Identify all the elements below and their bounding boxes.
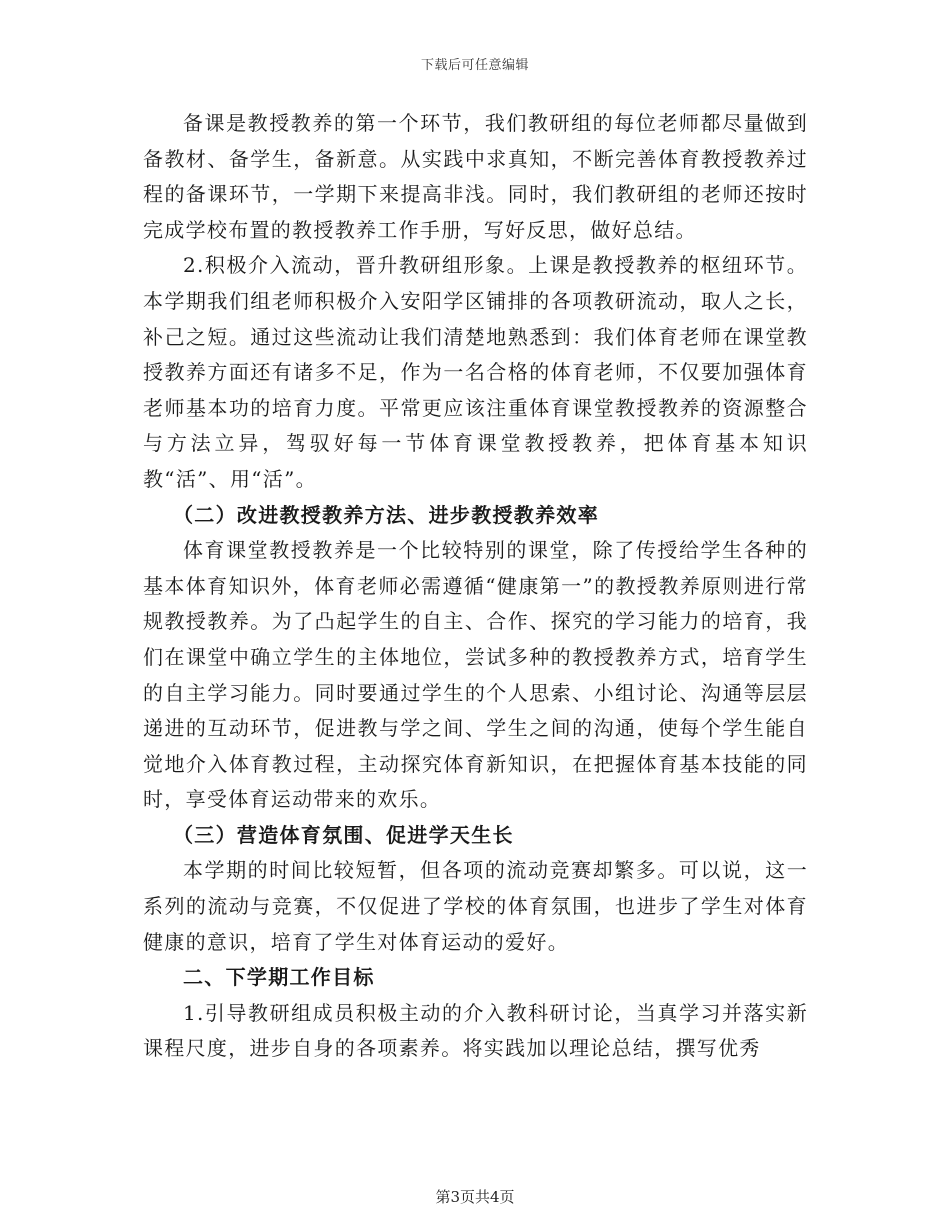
document-body [143, 106, 808, 1067]
page-header: 下载后可任意编辑 [420, 58, 529, 73]
section-heading-next-term-goals: 二、下学期工作目标 [183, 965, 375, 990]
paragraph-next-term-goal-1: 1.引导教研组成员积极主动的介入教科研讨论，当真学习并落实新课程尺度，进步自身的各项素养。将实践加以理论总结，撰写优秀 [143, 1000, 808, 1061]
section-heading-teaching-methods: （二）改进教授教养方法、进步教授教养效率 [173, 502, 599, 527]
section-heading-sports-atmosphere: （三）营造体育氛围、促进学天生长 [173, 822, 514, 847]
paragraph-lesson-prep: 备课是教授教养的第一个环节，我们教研组的每位老师都尽量做到备教材、备学生，备新意。从实践中求真知，不断完善体育教授教养过程的备课环节，一学期下来提高非浅。同时，我们教研组的老师还按时完成学校布置的教授教养工作手册，写好反思，做好总结。 [143, 111, 808, 242]
paragraph-research-activities: 2.积极介入流动，晋升教研组形象。上课是教授教养的枢纽环节。本学期我们组老师积极介入安阳学区铺排的各项教研流动，取人之长，补己之短。通过这些流动让我们清楚地熟悉到：我们体育老师在课堂教授教养方面还有诸多不足，作为一名合格的体育老师，不仅要加强体育老师基本功的培育力度。平常更应该注重体育课堂教授教养的资源整合与方法立异，驾驭好每一节体育课堂教授教养，把体育基本知识教“活”、用“活”。 [143, 253, 808, 491]
paragraph-sports-atmosphere: 本学期的时间比较短暂，但各项的流动竞赛却繁多。可以说，这一系列的流动与竞赛，不仅促进了学校的体育氛围，也进步了学生对体育健康的意识，培育了学生对体育运动的爱好。 [143, 858, 808, 954]
paragraph-teaching-methods: 体育课堂教授教养是一个比较特别的课堂，除了传授给学生各种的基本体育知识外，体育老师必需遵循“健康第一”的教授教养原则进行常规教授教养。为了凸起学生的自主、合作、探究的学习能力的培育，我们在课堂中确立学生的主体地位，尝试多种的教授教养方式，培育学生的自主学习能力。同时要通过学生的个人思索、小组讨论、沟通等层层递进的互动环节，促进教与学之间、学生之间的沟通，使每个学生能自觉地介入体育教过程，主动探究体育新知识，在把握体育基本技能的同时，享受体育运动带来的欢乐。 [143, 538, 808, 812]
page-number: 第3页共4页 [435, 1188, 515, 1206]
